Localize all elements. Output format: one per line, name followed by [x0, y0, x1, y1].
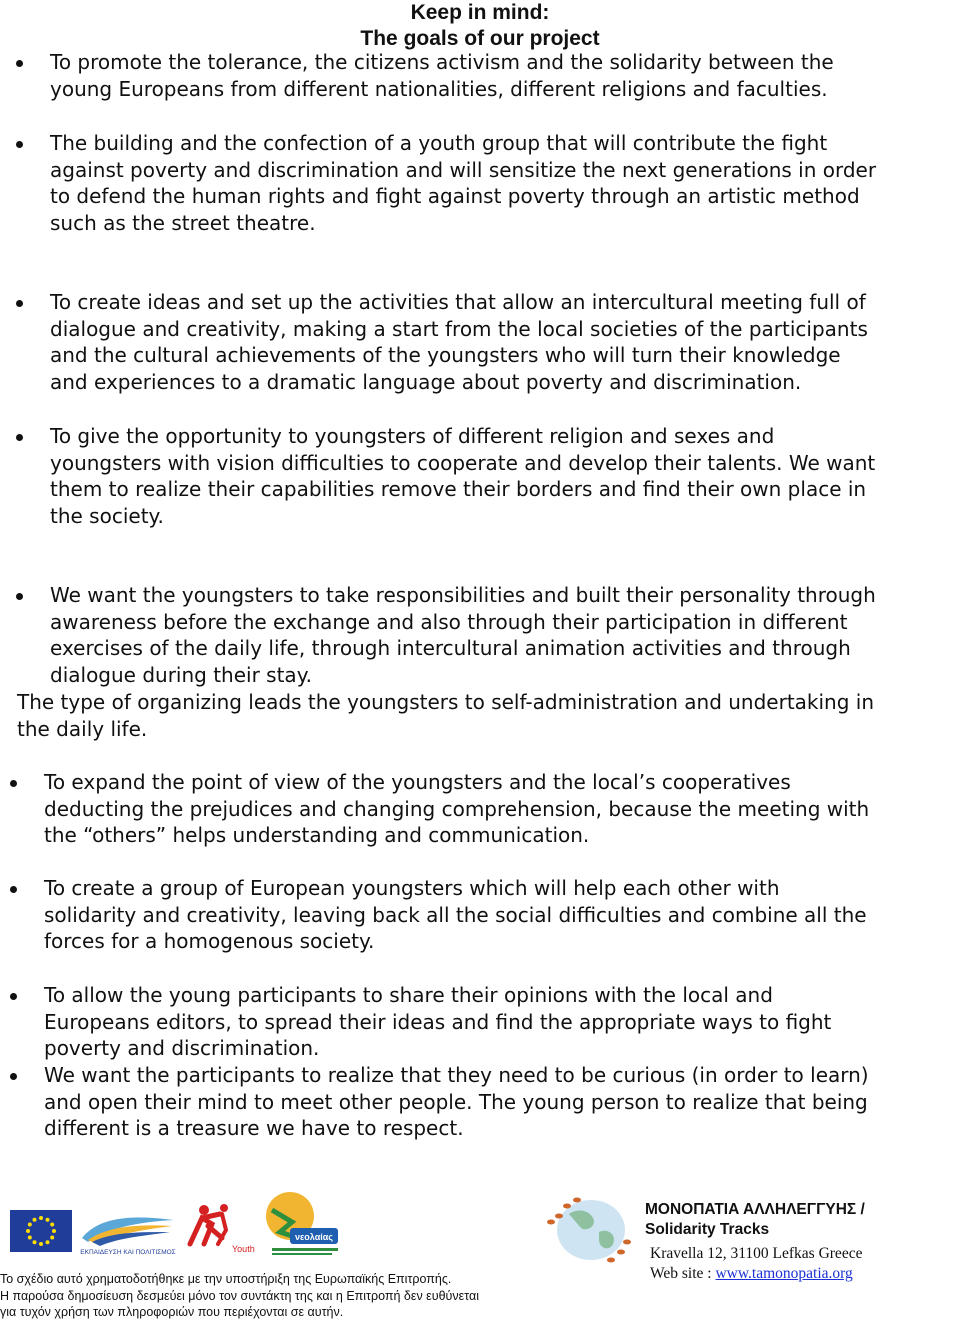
text-line: and open their mind to meet other people. The young person to realize that being: [44, 1089, 868, 1114]
goal-item-5: [50, 582, 876, 688]
document-heading: [0, 0, 960, 52]
youth-logo-text: Youth: [232, 1244, 255, 1254]
bullet-dot: [16, 60, 23, 67]
text-line: The building and the confection of a youth group that will contribute the fight: [50, 131, 828, 155]
education-culture-logo: [78, 1208, 178, 1256]
org-title-greek: ΜΟΝΟΠΑΤΙΑ ΑΛΛΗΛΕΓΓΥΗΣ /: [645, 1201, 865, 1218]
text-line: To expand the point of view of the youngsters and the local’s cooperatives: [44, 770, 791, 794]
text-line: To promote the tolerance, the citizens activism and the solidarity between the: [50, 50, 834, 74]
goal-item-7: [44, 875, 867, 955]
goal-item-4: [50, 423, 875, 529]
text-line: The type of organizing leads the youngsters to self-administration and undertaking in: [17, 690, 875, 714]
bullet-dot: [16, 300, 23, 307]
bullet-dot: [16, 593, 23, 600]
text-line: Europeans editors, to spread their ideas and find the appropriate ways to fight: [44, 1009, 832, 1034]
bullet-dot: [16, 141, 23, 148]
youth-center-logo-text: νεολαίας: [295, 1232, 333, 1242]
text-line: solidarity and creativity, leaving back all the social difficulties and combine all the: [44, 902, 867, 927]
text-line: forces for a homogenous society.: [44, 929, 375, 954]
education-logo-text: ΕΚΠΑΙΔΕΥΣΗ ΚΑΙ ΠΟΛΙΤΙΣΜΟΣ: [80, 1249, 176, 1256]
solidarity-tracks-logo: [543, 1192, 639, 1268]
text-line: the society.: [50, 503, 164, 528]
text-line: and the cultural achievements of the youngsters who will turn their knowledge: [50, 343, 841, 368]
text-line: the daily life.: [17, 716, 148, 741]
goal-item-9: [44, 1062, 869, 1142]
text-line: poverty and discrimination.: [44, 1036, 320, 1061]
youth-center-logo: [262, 1192, 342, 1260]
heading-project-goals: The goals of our project: [360, 27, 600, 50]
bullet-dot: [10, 1073, 17, 1080]
website-link[interactable]: www.tamonopatia.org: [715, 1265, 853, 1282]
text-line: youngsters with vision difficulties to cooperate and develop their talents. We want: [50, 450, 876, 475]
sponsor-logos: [0, 1190, 640, 1270]
eu-flag-logo: [10, 1210, 72, 1252]
org-website: [650, 1264, 853, 1284]
text-line: To allow the young participants to share their opinions with the local and: [44, 983, 773, 1007]
text-line: We want the participants to realize that they need to be curious (in order to learn): [44, 1063, 869, 1087]
text-line: such as the street theatre.: [50, 210, 316, 235]
text-line: young Europeans from different nationalities, different religions and faculties.: [50, 76, 828, 101]
eu-disclaimer-line-1: Το σχέδιο αυτό χρηματοδοτήθηκε με την υποστήριξη της Ευρωπαϊκής Επιτροπής.: [0, 1272, 452, 1286]
text-line: exercises of the daily life, through intercultural animation activities and through: [50, 636, 851, 661]
bullet-dot: [10, 780, 17, 787]
text-line: awareness before the exchange and also through their participation in different: [50, 609, 848, 634]
eu-disclaimer-line-3: για τυχόν χρήση των πληροφοριών που περιέχονται σε αυτήν.: [0, 1305, 344, 1319]
bullet-dot: [10, 886, 17, 893]
heading-keep-in-mind: Keep in mind:: [410, 1, 550, 24]
text-line: them to realize their capabilities remove their borders and find their own place in: [50, 477, 867, 502]
text-line: dialogue during their stay.: [50, 662, 313, 687]
goal-item-2: [50, 130, 876, 236]
text-line: dialogue and creativity, making a start from the local societies of the participants: [50, 316, 868, 341]
text-line: against poverty and discrimination and will sensitize the next generations in order: [50, 157, 877, 182]
bullet-dot: [16, 434, 23, 441]
text-line: the “others” helps understanding and communication.: [44, 823, 590, 848]
text-line: We want the youngsters to take responsibilities and built their personality through: [50, 583, 876, 607]
goal-item-3: [50, 289, 868, 395]
text-line: deducting the prejudices and changing comprehension, because the meeting with: [44, 796, 870, 821]
text-line: and experiences to a dramatic language about poverty and discrimination.: [50, 369, 802, 394]
text-line: To give the opportunity to youngsters of different religion and sexes and: [50, 424, 775, 448]
eu-disclaimer-line-2: Η παρούσα δημοσίευση δεσμεύει μόνο τον συντάκτη της και η Επιτροπή δεν ευθύνεται: [0, 1289, 479, 1303]
goal-item-8: [44, 982, 831, 1062]
text-line: To create a group of European youngsters which will help each other with: [44, 876, 780, 900]
youth-logo: [182, 1200, 260, 1258]
organizing-paragraph: [17, 689, 874, 742]
org-title-english: Solidarity Tracks: [645, 1221, 770, 1238]
org-address: Kravella 12, 31100 Lefkas Greece: [650, 1245, 863, 1262]
text-line: different is a treasure we have to respect.: [44, 1116, 464, 1141]
website-label: Web site :: [650, 1265, 716, 1282]
bullet-dot: [10, 993, 17, 1000]
text-line: To create ideas and set up the activities that allow an intercultural meeting full of: [50, 290, 866, 314]
text-line: to defend the human rights and fight against poverty through an artistic method: [50, 184, 860, 209]
goal-item-1: [50, 49, 834, 102]
goal-item-6: [44, 769, 869, 849]
